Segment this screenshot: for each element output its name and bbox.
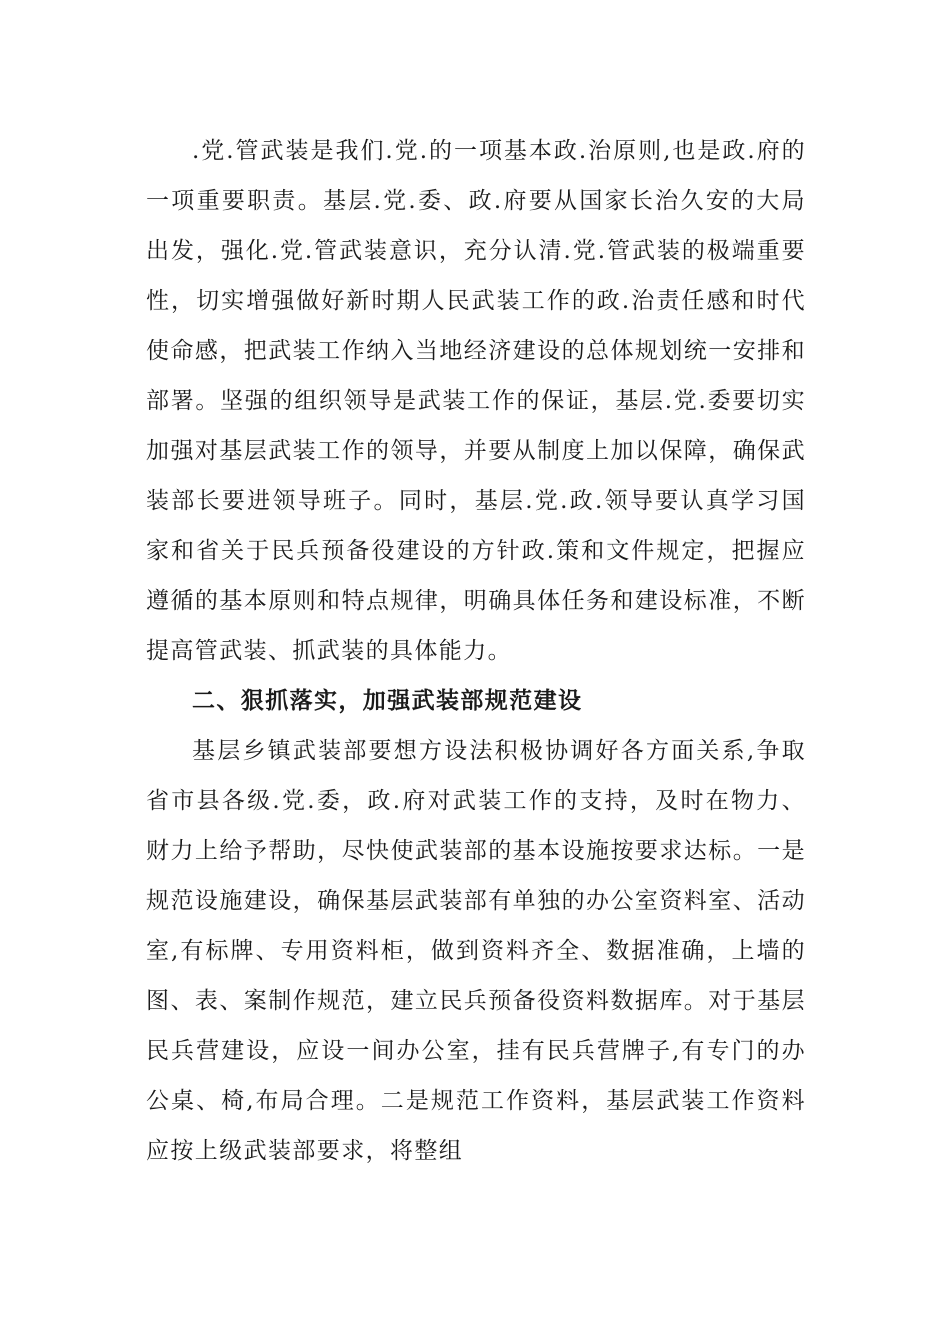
document-body: [146, 126, 806, 1176]
paragraph-party-leadership: .党.管武装是我们.党.的一项基本政.治原则,也是政.府的一项重要职责。基层.党.委、政.府要从国家长治久安的大局出发，强化.党.管武装意识，充分认清.党.管武装的极端重要性，切实增强做好新时期人民武装工作的政.治责任感和时代使命感，把武装工作纳入当地经济建设的总体规划统一安排和部署。坚强的组织领导是武装工作的保证，基层.党.委要切实加强对基层武装工作的领导，并要从制度上加以保障，确保武装部长要进领导班子。同时，基层.党.政.领导要认真学习国家和省关于民兵预备役建设的方针政.策和文件规定，把握应遵循的基本原则和特点规律，明确具体任务和建设标准，不断提高管武装、抓武装的具体能力。: [146, 138, 806, 664]
paragraph-standard-construction: 基层乡镇武装部要想方设法积极协调好各方面关系,争取省市县各级.党.委，政.府对武装工作的支持，及时在物力、财力上给予帮助，尽快使武装部的基本设施按要求达标。一是规范设施建设，确保基层武装部有单独的办公室资料室、活动室,有标牌、专用资料柜，做到资料齐全、数据准确，上墙的图、表、案制作规范，建立民兵预备役资料数据库。对于基层民兵营建设，应设一间办公室，挂有民兵营牌子,有专门的办公桌、椅,布局合理。二是规范工作资料，基层武装工作资料应按上级武装部要求，将整组: [146, 738, 806, 1164]
section-heading-2: 二、狠抓落实，加强武装部规范建设: [192, 687, 583, 714]
